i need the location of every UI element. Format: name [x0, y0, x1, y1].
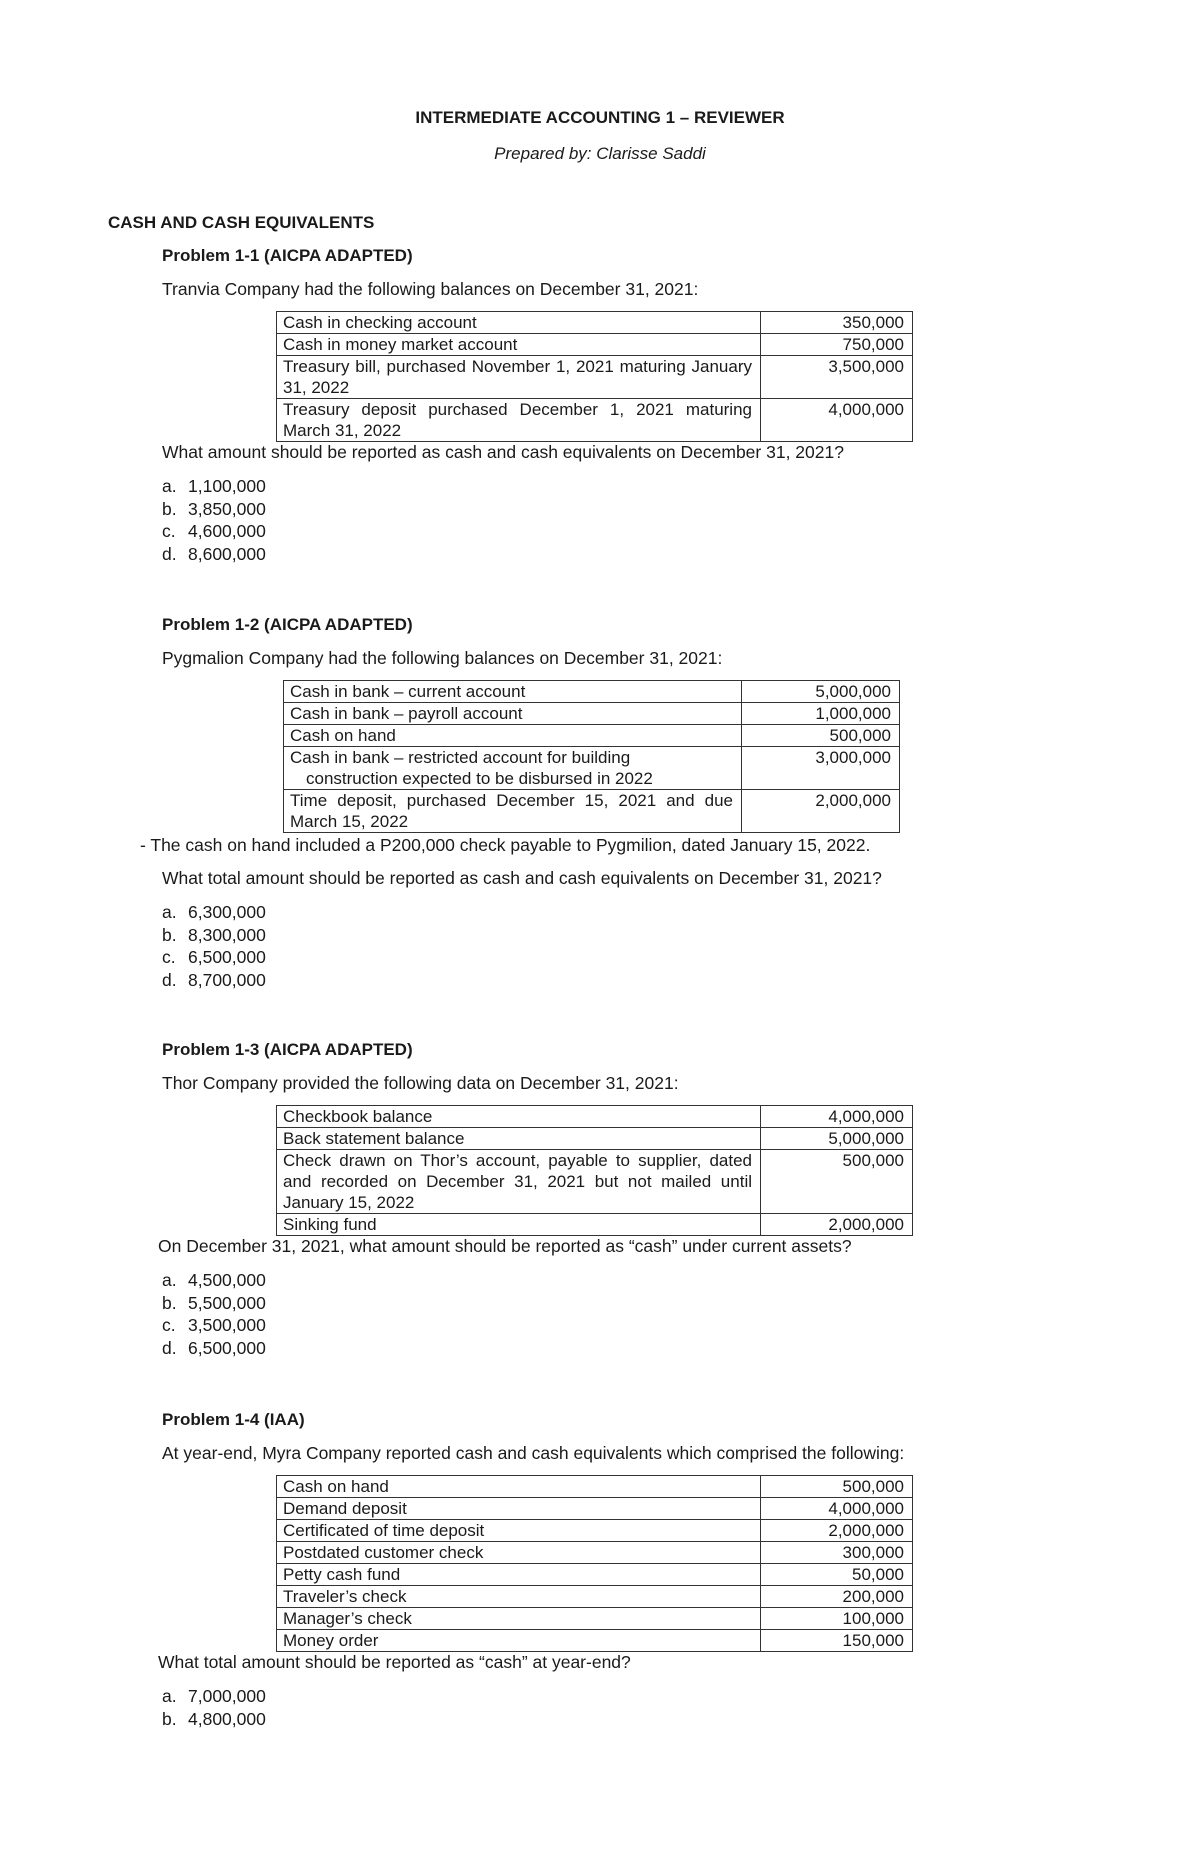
choice-letter: b. — [162, 1292, 177, 1313]
choice-item — [162, 1314, 1062, 1337]
problem-title: Problem 1-2 (AICPA ADAPTED) — [162, 615, 413, 634]
choice-letter: b. — [162, 924, 177, 945]
choice-text: 1,100,000 — [188, 476, 266, 496]
row-amount: 2,000,000 — [761, 1520, 913, 1542]
row-label: Traveler’s check — [277, 1586, 761, 1608]
table-row — [277, 399, 913, 442]
choice-letter: d. — [162, 1337, 177, 1358]
row-amount: 4,000,000 — [761, 399, 913, 442]
problem-intro: Thor Company provided the following data on December 31, 2021: — [162, 1073, 679, 1093]
table-row — [277, 1128, 913, 1150]
choice-text: 4,800,000 — [188, 1708, 266, 1729]
problem-question: What total amount should be reported as “cash” at year-end? — [158, 1652, 631, 1672]
data-table — [276, 1105, 913, 1236]
row-amount: 2,000,000 — [761, 1214, 913, 1236]
choice-text: 8,700,000 — [188, 969, 266, 990]
table-row — [277, 1106, 913, 1128]
choice-item — [162, 475, 1062, 498]
choice-text: 8,600,000 — [188, 543, 266, 564]
answer-choices — [162, 1685, 1062, 1730]
choice-letter: a. — [162, 902, 177, 922]
row-label: Cash on hand — [277, 1476, 761, 1498]
table-row — [284, 725, 900, 747]
choice-letter: c. — [162, 1315, 176, 1335]
problem-1-3 — [158, 1040, 1062, 1359]
table-row — [277, 1150, 913, 1214]
row-label: Postdated customer check — [277, 1542, 761, 1564]
problem-question: What total amount should be reported as cash and cash equivalents on December 31, 2021? — [162, 868, 882, 888]
document-title: INTERMEDIATE ACCOUNTING 1 – REVIEWER — [415, 108, 785, 127]
row-label: Cash in bank – current account — [284, 681, 742, 703]
row-label — [284, 747, 742, 790]
table-row — [277, 1520, 913, 1542]
choice-text: 8,300,000 — [188, 924, 266, 945]
row-label: Money order — [277, 1630, 761, 1652]
row-amount: 500,000 — [742, 725, 900, 747]
row-label: Cash in checking account — [277, 312, 761, 334]
choice-letter: a. — [162, 1686, 177, 1706]
choice-letter: b. — [162, 498, 177, 519]
row-amount: 750,000 — [761, 334, 913, 356]
answer-choices — [162, 475, 1062, 565]
section-title: CASH AND CASH EQUIVALENTS — [108, 213, 375, 232]
table-row — [277, 1476, 913, 1498]
problem-intro: At year-end, Myra Company reported cash and cash equivalents which comprised the following: — [162, 1443, 905, 1463]
choice-text: 4,600,000 — [188, 521, 266, 541]
table-row — [277, 356, 913, 399]
choice-letter: d. — [162, 543, 177, 564]
choice-item — [162, 969, 1062, 992]
choice-text: 3,850,000 — [188, 498, 266, 519]
problem-intro: Pygmalion Company had the following balances on December 31, 2021: — [162, 648, 723, 668]
choice-text: 7,000,000 — [188, 1686, 266, 1706]
table-row — [284, 681, 900, 703]
row-label-line: construction expected to be disbursed in 2022 — [306, 769, 653, 788]
choice-text: 6,300,000 — [188, 902, 266, 922]
problem-title: Problem 1-3 (AICPA ADAPTED) — [162, 1040, 413, 1059]
choice-item — [162, 498, 1062, 521]
row-label: Manager’s check — [277, 1608, 761, 1630]
choice-letter: c. — [162, 947, 176, 967]
row-amount: 3,500,000 — [761, 356, 913, 399]
problem-note: - The cash on hand included a P200,000 check payable to Pygmilion, dated January 15, 2022. — [140, 835, 871, 855]
choice-letter: a. — [162, 1270, 177, 1290]
table-row — [277, 334, 913, 356]
row-amount: 5,000,000 — [742, 681, 900, 703]
row-label: Cash on hand — [284, 725, 742, 747]
row-label: Checkbook balance — [277, 1106, 761, 1128]
row-label: Demand deposit — [277, 1498, 761, 1520]
row-label: Cash in money market account — [277, 334, 761, 356]
row-label-line: Cash in bank – restricted account for building — [290, 748, 631, 767]
answer-choices — [162, 901, 1062, 991]
choice-item — [162, 924, 1062, 947]
table-row — [277, 1542, 913, 1564]
row-label: Time deposit, purchased December 15, 2021 and due March 15, 2022 — [284, 790, 742, 833]
balances-table — [276, 311, 913, 442]
choice-item — [162, 1292, 1062, 1315]
row-amount: 300,000 — [761, 1542, 913, 1564]
row-label: Cash in bank – payroll account — [284, 703, 742, 725]
choice-item — [162, 901, 1062, 924]
row-amount: 4,000,000 — [761, 1498, 913, 1520]
row-label: Certificated of time deposit — [277, 1520, 761, 1542]
choice-text: 5,500,000 — [188, 1292, 266, 1313]
choice-letter: c. — [162, 521, 176, 541]
row-amount: 100,000 — [761, 1608, 913, 1630]
row-amount: 2,000,000 — [742, 790, 900, 833]
row-label: Check drawn on Thor’s account, payable to supplier, dated and recorded on December 31, 2021 but not mailed until January 15, 2022 — [277, 1150, 761, 1214]
row-amount: 500,000 — [761, 1150, 913, 1214]
table-row — [277, 1564, 913, 1586]
row-label: Treasury deposit purchased December 1, 2021 maturing March 31, 2022 — [277, 399, 761, 442]
table-row — [284, 703, 900, 725]
problem-title: Problem 1-4 (IAA) — [162, 1410, 305, 1429]
problem-1-2 — [140, 615, 1062, 991]
row-amount: 3,000,000 — [742, 747, 900, 790]
choice-letter: d. — [162, 969, 177, 990]
row-label: Treasury bill, purchased November 1, 2021 maturing January 31, 2022 — [277, 356, 761, 399]
row-amount: 150,000 — [761, 1630, 913, 1652]
table-row — [277, 1498, 913, 1520]
row-amount: 4,000,000 — [761, 1106, 913, 1128]
table-row — [277, 1608, 913, 1630]
choice-item — [162, 1337, 1062, 1360]
table-row — [284, 790, 900, 833]
document-subtitle: Prepared by: Clarisse Saddi — [494, 144, 706, 163]
choice-text: 6,500,000 — [188, 947, 266, 967]
row-amount: 50,000 — [761, 1564, 913, 1586]
choice-item — [162, 1708, 1062, 1731]
row-amount: 5,000,000 — [761, 1128, 913, 1150]
choice-item — [162, 520, 1062, 543]
table-row — [277, 1630, 913, 1652]
choice-letter: b. — [162, 1708, 177, 1729]
table-row — [277, 1586, 913, 1608]
row-label: Back statement balance — [277, 1128, 761, 1150]
row-label: Sinking fund — [277, 1214, 761, 1236]
row-amount: 200,000 — [761, 1586, 913, 1608]
row-amount: 500,000 — [761, 1476, 913, 1498]
cash-items-table — [276, 1475, 913, 1652]
choice-item — [162, 543, 1062, 566]
table-row — [277, 1214, 913, 1236]
row-amount: 350,000 — [761, 312, 913, 334]
problem-question: What amount should be reported as cash and cash equivalents on December 31, 2021? — [162, 442, 844, 462]
choice-item — [162, 1685, 1062, 1708]
problem-1-4 — [158, 1410, 1062, 1730]
choice-item — [162, 1269, 1062, 1292]
problem-title: Problem 1-1 (AICPA ADAPTED) — [162, 246, 413, 265]
choice-letter: a. — [162, 476, 177, 496]
row-label: Petty cash fund — [277, 1564, 761, 1586]
table-row — [277, 312, 913, 334]
problem-1-1 — [162, 246, 1062, 565]
choice-item — [162, 946, 1062, 969]
choice-text: 6,500,000 — [188, 1337, 266, 1358]
table-row — [284, 747, 900, 790]
problem-question: On December 31, 2021, what amount should be reported as “cash” under current assets? — [158, 1236, 852, 1256]
choice-text: 4,500,000 — [188, 1270, 266, 1290]
balances-table — [283, 680, 900, 833]
choice-text: 3,500,000 — [188, 1315, 266, 1335]
problem-intro: Tranvia Company had the following balances on December 31, 2021: — [162, 279, 699, 299]
answer-choices — [162, 1269, 1062, 1359]
row-amount: 1,000,000 — [742, 703, 900, 725]
